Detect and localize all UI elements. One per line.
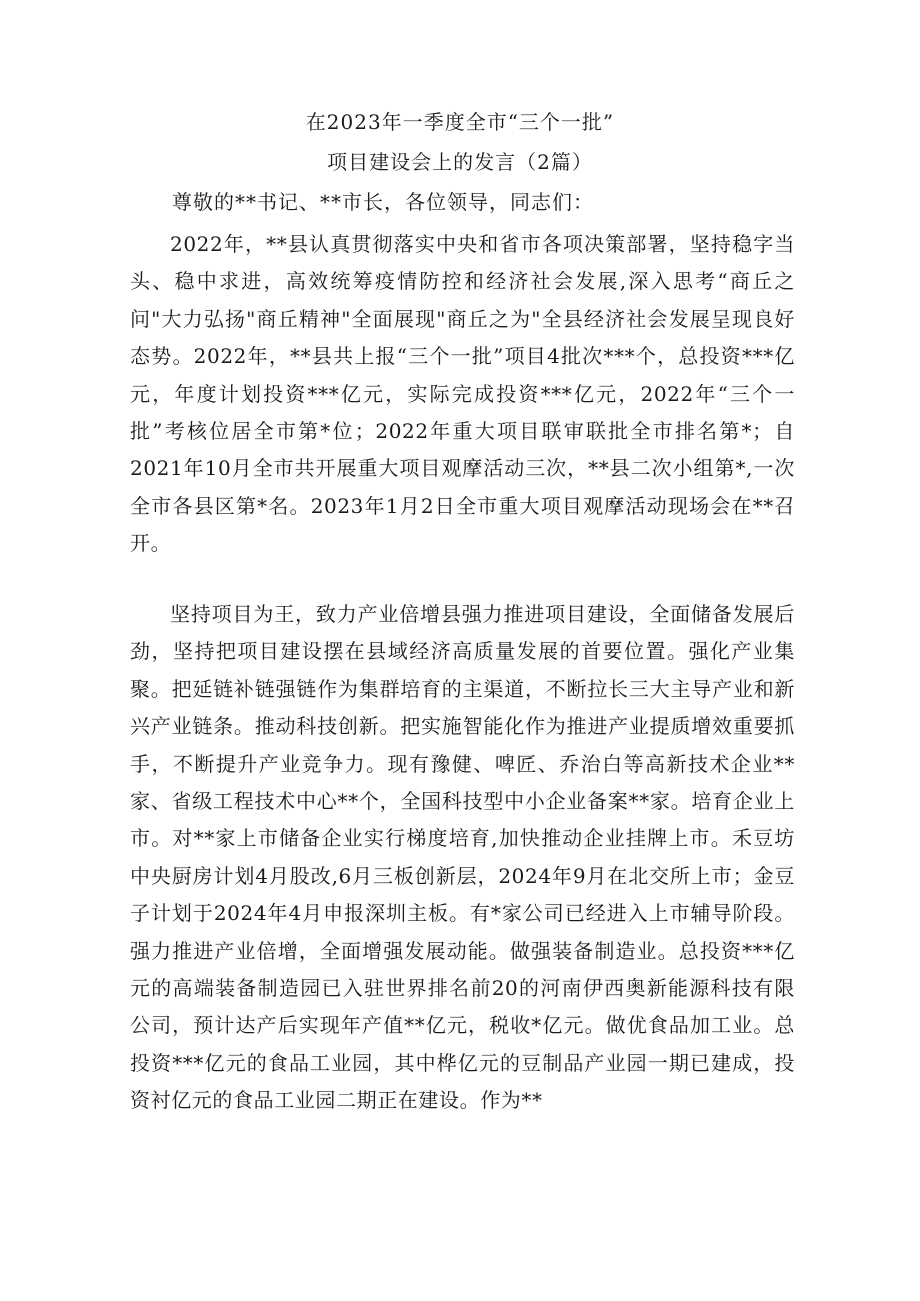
document-title-line-2: 项目建设会上的发言（2篇） [327, 150, 593, 174]
document-title-line-1: 在2023年一季度全市“三个一批” [305, 110, 615, 134]
salutation: 尊敬的**书记、**市长，各位领导，同志们： [172, 190, 594, 214]
body-paragraph-1: 2022年，**县认真贯彻落实中央和省市各项决策部署，坚持稳字当头、稳中求进，高效统筹疫情防控和经济社会发展,深入思考“商丘之问"大力弘扬"商丘精神"全面展现"商丘之为"全县经济社会发展呈现良好态势。2022年，**县共上报“三个一批”项目4批次***个，总投资***亿元，年度计划投资***亿元，实际完成投资***亿元，2022年“三个一批”考核位居全市第*位；2022年重大项目联审联批全市排名第*；自2021年10月全市共开展重大项目观摩活动三次，**县二次小组第*,一次全市各县区第*名。2023年1月2日全市重大项目观摩活动现场会在**召开。 [130, 232, 795, 556]
body-paragraph-2: 坚持项目为王，致力产业倍增县强力推进项目建设，全面储备发展后劲，坚持把项目建设摆在县域经济高质量发展的首要位置。强化产业集聚。把延链补链强链作为集群培育的主渠道，不断拉长三大主导产业和新兴产业链条。推动科技创新。把实施智能化作为推进产业提质增效重要抓手，不断提升产业竞争力。现有豫健、啤匠、乔治白等高新技术企业**家、省级工程技术中心**个，全国科技型中小企业备案**家。培育企业上市。对**家上市储备企业实行梯度培育,加快推动企业挂牌上市。禾豆坊中央厨房计划4月股改,6月三板创新层，2024年9月在北交所上市；金豆子计划于2024年4月申报深圳主板。有*家公司已经进入上市辅导阶段。强力推进产业倍增，全面增强发展动能。做强装备制造业。总投资***亿元的高端装备制造园已入驻世界排名前20的河南伊西奥新能源科技有限公司，预计达产后实现年产值**亿元，税收*亿元。做优食品加工业。总投资***亿元的食品工业园，其中桦亿元的豆制品产业园一期已建成，投资衬亿元的食品工业园二期正在建设。作为** [130, 602, 795, 1113]
